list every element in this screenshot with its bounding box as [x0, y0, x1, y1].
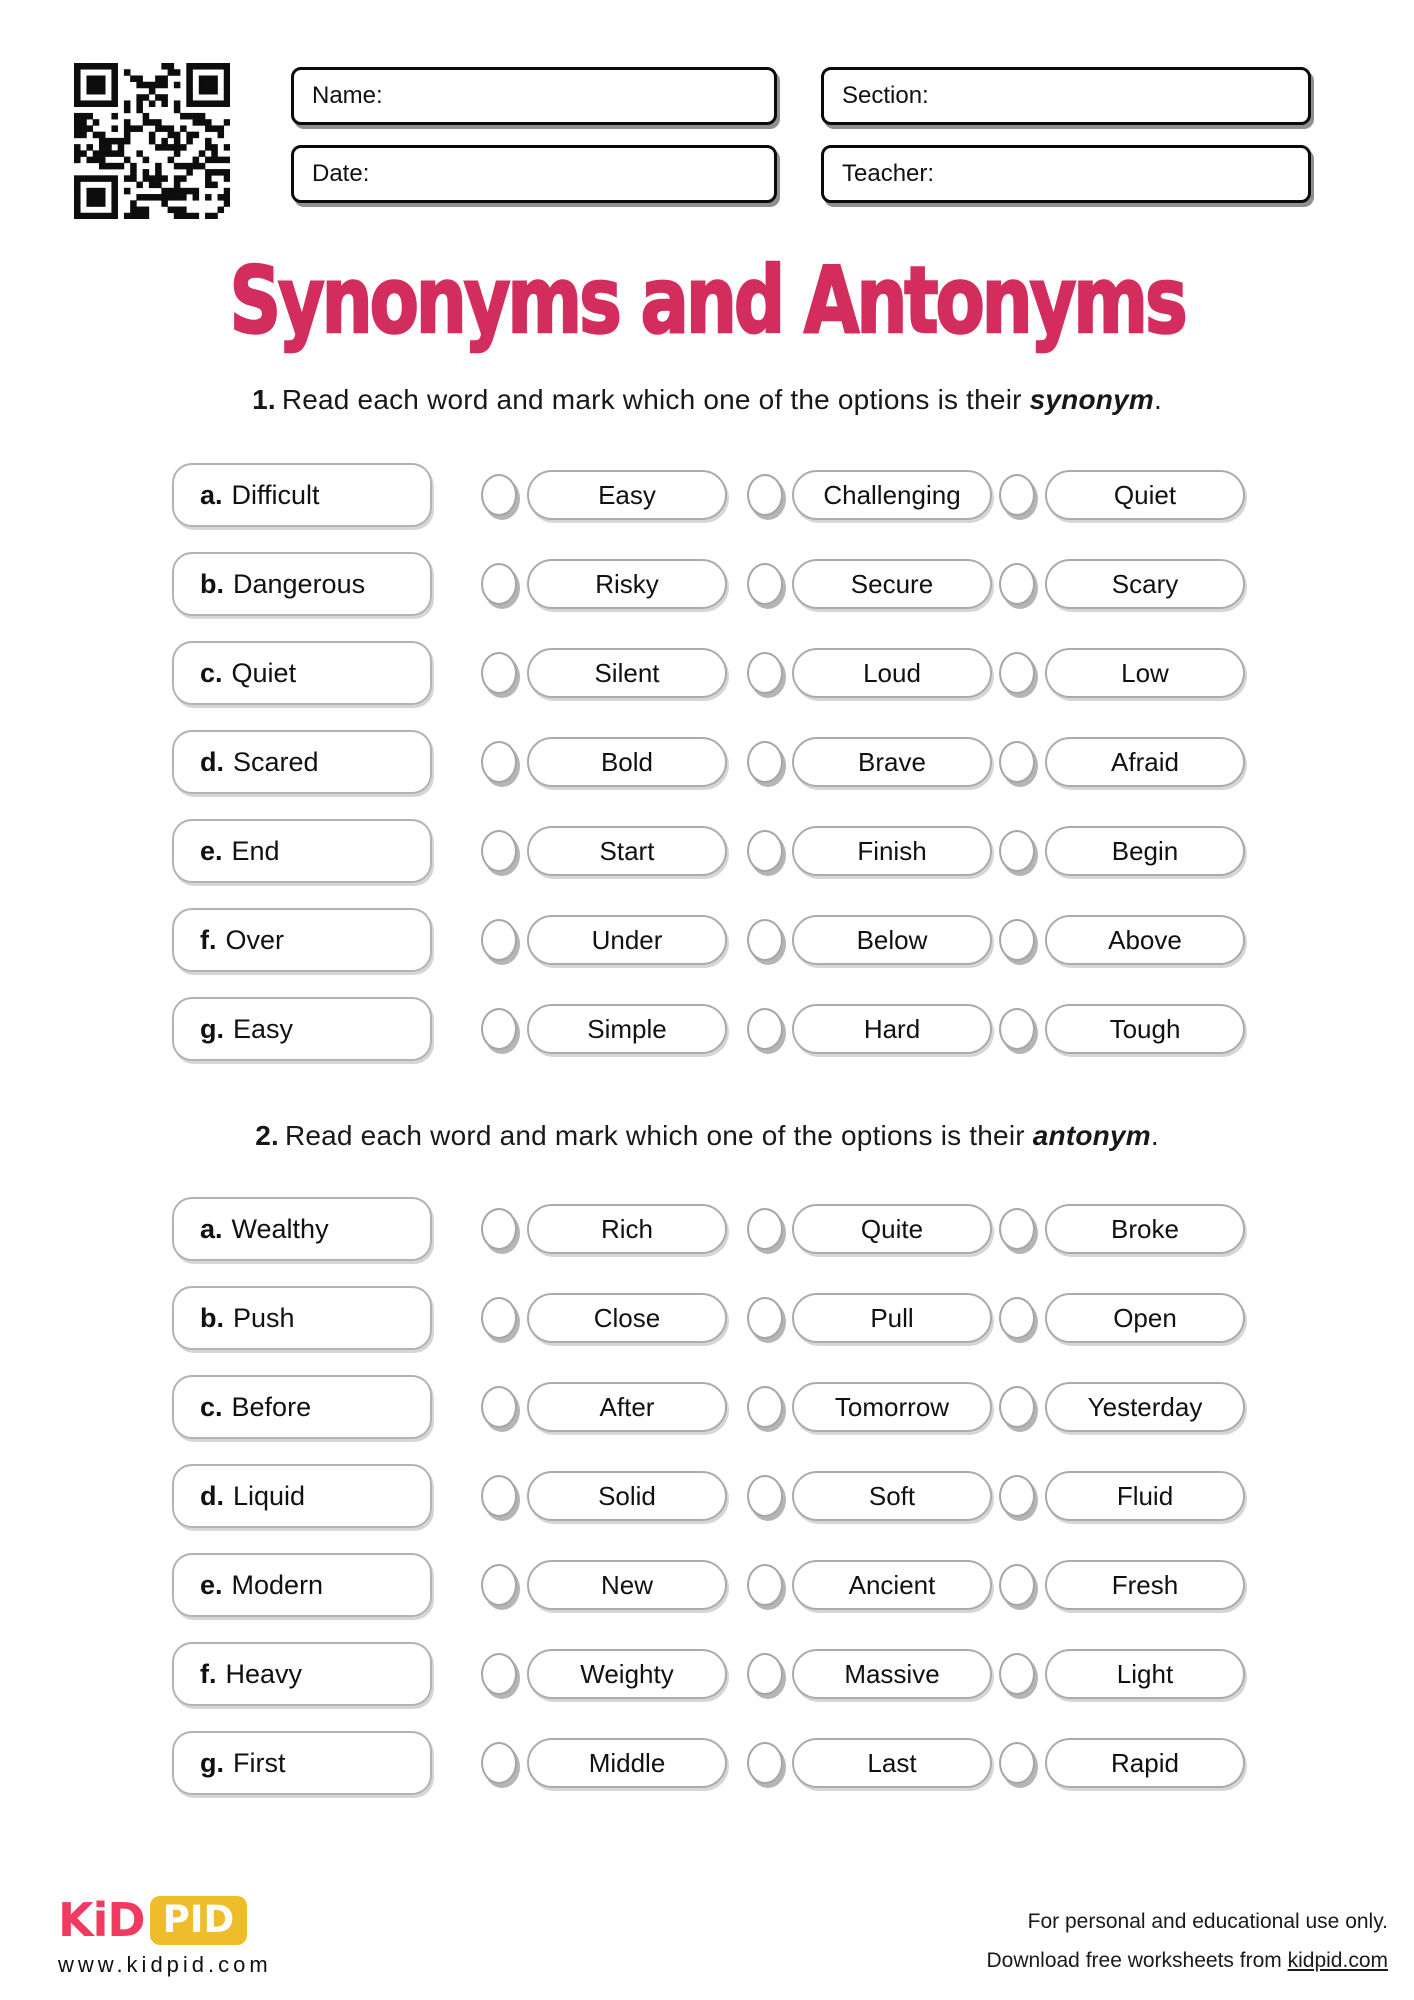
row-word: Modern: [231, 1569, 324, 1600]
option-pill-1[interactable]: After: [527, 1382, 727, 1432]
radio-option-2[interactable]: [747, 1386, 783, 1428]
radio-option-3[interactable]: [999, 563, 1035, 605]
footer-note: [986, 1903, 1388, 1981]
word-box: [172, 1731, 432, 1795]
footer-kidpid-link[interactable]: kidpid.com: [1287, 1948, 1388, 1972]
row-word: Difficult: [231, 479, 320, 510]
section2-instruction: [0, 1120, 1414, 1152]
section2-number: 2.: [255, 1120, 279, 1151]
row-word: Before: [231, 1391, 312, 1422]
radio-option-2[interactable]: [747, 919, 783, 961]
word-box: [172, 1464, 432, 1528]
radio-option-3[interactable]: [999, 1297, 1035, 1339]
radio-option-2[interactable]: [747, 741, 783, 783]
worksheet-row: [0, 552, 1414, 616]
option-pill-2[interactable]: Massive: [792, 1649, 992, 1699]
radio-option-2[interactable]: [747, 1208, 783, 1250]
option-pill-3[interactable]: Scary: [1045, 559, 1245, 609]
option-pill-2[interactable]: Tomorrow: [792, 1382, 992, 1432]
row-word: Heavy: [225, 1658, 303, 1689]
option-pill-2[interactable]: Quite: [792, 1204, 992, 1254]
option-pill-1[interactable]: Solid: [527, 1471, 727, 1521]
section1-keyword: synonym: [1029, 384, 1154, 415]
worksheet-row: [0, 1642, 1414, 1706]
worksheet-row: [0, 1286, 1414, 1350]
radio-option-3[interactable]: [999, 1208, 1035, 1250]
option-pill-1[interactable]: Silent: [527, 648, 727, 698]
option-pill-3[interactable]: Rapid: [1045, 1738, 1245, 1788]
section2-rows: [0, 1197, 1414, 1820]
option-pill-3[interactable]: Broke: [1045, 1204, 1245, 1254]
option-pill-3[interactable]: Fluid: [1045, 1471, 1245, 1521]
worksheet-row: [0, 1375, 1414, 1439]
worksheet-row: [0, 1553, 1414, 1617]
radio-option-1[interactable]: [481, 474, 517, 516]
option-pill-1[interactable]: Weighty: [527, 1649, 727, 1699]
logo-kid-text: KiD: [58, 1893, 145, 1947]
radio-option-2[interactable]: [747, 830, 783, 872]
radio-option-3[interactable]: [999, 1653, 1035, 1695]
option-pill-2[interactable]: Soft: [792, 1471, 992, 1521]
row-letter: c.: [200, 1391, 223, 1422]
row-word: Dangerous: [233, 568, 366, 599]
section2-period: .: [1150, 1120, 1159, 1151]
name-field-box[interactable]: [291, 67, 777, 125]
radio-option-2[interactable]: [747, 474, 783, 516]
row-letter: c.: [200, 657, 223, 688]
option-pill-2[interactable]: Ancient: [792, 1560, 992, 1610]
radio-option-1[interactable]: [481, 830, 517, 872]
radio-option-2[interactable]: [747, 1742, 783, 1784]
section-field-label: Section:: [842, 82, 929, 109]
row-letter: f.: [200, 1658, 217, 1689]
word-box: [172, 730, 432, 794]
option-pill-3[interactable]: Open: [1045, 1293, 1245, 1343]
radio-option-2[interactable]: [747, 1564, 783, 1606]
option-pill-1[interactable]: Under: [527, 915, 727, 965]
row-letter: d.: [200, 1480, 224, 1511]
radio-option-2[interactable]: [747, 652, 783, 694]
radio-option-1[interactable]: [481, 741, 517, 783]
radio-option-3[interactable]: [999, 1475, 1035, 1517]
section1-instruction-text: Read each word and mark which one of the options is their: [281, 384, 1030, 415]
radio-option-1[interactable]: [481, 1297, 517, 1339]
radio-option-3[interactable]: [999, 1742, 1035, 1784]
radio-option-2[interactable]: [747, 1475, 783, 1517]
radio-option-2[interactable]: [747, 1653, 783, 1695]
row-letter: g.: [200, 1013, 224, 1044]
worksheet-row: [0, 819, 1414, 883]
section1-instruction: [0, 384, 1414, 416]
radio-option-1[interactable]: [481, 1653, 517, 1695]
option-pill-2[interactable]: Challenging: [792, 470, 992, 520]
option-pill-3[interactable]: Light: [1045, 1649, 1245, 1699]
worksheet-row: [0, 1464, 1414, 1528]
option-pill-2[interactable]: Loud: [792, 648, 992, 698]
radio-option-1[interactable]: [481, 1742, 517, 1784]
row-letter: a.: [200, 479, 223, 510]
option-pill-3[interactable]: Low: [1045, 648, 1245, 698]
radio-option-3[interactable]: [999, 919, 1035, 961]
radio-option-1[interactable]: [481, 652, 517, 694]
word-box: [172, 1553, 432, 1617]
radio-option-1[interactable]: [481, 563, 517, 605]
row-letter: e.: [200, 1569, 223, 1600]
row-letter: e.: [200, 835, 223, 866]
radio-option-1[interactable]: [481, 1386, 517, 1428]
word-box: [172, 1286, 432, 1350]
radio-option-3[interactable]: [999, 474, 1035, 516]
page-title: Synonyms and Antonyms: [229, 247, 1185, 354]
radio-option-1[interactable]: [481, 1208, 517, 1250]
word-box: [172, 641, 432, 705]
option-pill-2[interactable]: Hard: [792, 1004, 992, 1054]
word-box: [172, 1375, 432, 1439]
worksheet-row: [0, 463, 1414, 527]
option-pill-3[interactable]: Quiet: [1045, 470, 1245, 520]
option-pill-2[interactable]: Brave: [792, 737, 992, 787]
option-pill-1[interactable]: Easy: [527, 470, 727, 520]
radio-option-3[interactable]: [999, 830, 1035, 872]
option-pill-1[interactable]: Rich: [527, 1204, 727, 1254]
radio-option-3[interactable]: [999, 652, 1035, 694]
row-word: Push: [233, 1302, 295, 1333]
worksheet-row: [0, 908, 1414, 972]
word-box: [172, 1642, 432, 1706]
option-pill-1[interactable]: Simple: [527, 1004, 727, 1054]
option-pill-3[interactable]: Fresh: [1045, 1560, 1245, 1610]
date-field-label: Date:: [312, 160, 370, 187]
word-box: [172, 819, 432, 883]
option-pill-1[interactable]: Middle: [527, 1738, 727, 1788]
row-word: End: [231, 835, 280, 866]
word-box: [172, 463, 432, 527]
teacher-field-label: Teacher:: [842, 160, 935, 187]
name-field-label: Name:: [312, 82, 383, 109]
option-pill-3[interactable]: Begin: [1045, 826, 1245, 876]
radio-option-3[interactable]: [999, 1008, 1035, 1050]
word-box: [172, 997, 432, 1061]
worksheet-row: [0, 1197, 1414, 1261]
option-pill-3[interactable]: Above: [1045, 915, 1245, 965]
qr-code: [74, 63, 230, 219]
option-pill-2[interactable]: Last: [792, 1738, 992, 1788]
radio-option-1[interactable]: [481, 919, 517, 961]
option-pill-1[interactable]: Close: [527, 1293, 727, 1343]
date-field-box[interactable]: [291, 145, 777, 203]
option-pill-3[interactable]: Afraid: [1045, 737, 1245, 787]
radio-option-3[interactable]: [999, 741, 1035, 783]
radio-option-3[interactable]: [999, 1564, 1035, 1606]
row-letter: b.: [200, 568, 224, 599]
option-pill-2[interactable]: Below: [792, 915, 992, 965]
option-pill-3[interactable]: Yesterday: [1045, 1382, 1245, 1432]
radio-option-1[interactable]: [481, 1564, 517, 1606]
section-field-box[interactable]: [821, 67, 1311, 125]
section1-rows: [0, 463, 1414, 1086]
logo-pid-badge: PID: [150, 1896, 248, 1945]
row-word: Liquid: [233, 1480, 306, 1511]
row-word: Over: [225, 924, 285, 955]
row-letter: a.: [200, 1213, 223, 1244]
option-pill-3[interactable]: Tough: [1045, 1004, 1245, 1054]
row-letter: g.: [200, 1747, 224, 1778]
footer-note-line2: Download free worksheets from: [986, 1948, 1288, 1972]
section1-number: 1.: [252, 384, 276, 415]
radio-option-1[interactable]: [481, 1475, 517, 1517]
option-pill-1[interactable]: Risky: [527, 559, 727, 609]
worksheet-row: [0, 997, 1414, 1061]
section2-keyword: antonym: [1032, 1120, 1151, 1151]
word-box: [172, 552, 432, 616]
section2-instruction-text: Read each word and mark which one of the options is their: [284, 1120, 1033, 1151]
option-pill-2[interactable]: Secure: [792, 559, 992, 609]
website-url: www.kidpid.com: [58, 1952, 272, 1977]
row-letter: d.: [200, 746, 224, 777]
row-word: First: [233, 1747, 286, 1778]
radio-option-2[interactable]: [747, 1008, 783, 1050]
worksheet-row: [0, 641, 1414, 705]
row-word: Easy: [233, 1013, 294, 1044]
word-box: [172, 908, 432, 972]
row-word: Scared: [233, 746, 319, 777]
option-pill-1[interactable]: Bold: [527, 737, 727, 787]
radio-option-2[interactable]: [747, 563, 783, 605]
worksheet-row: [0, 1731, 1414, 1795]
row-word: Wealthy: [231, 1213, 329, 1244]
row-letter: b.: [200, 1302, 224, 1333]
option-pill-1[interactable]: New: [527, 1560, 727, 1610]
worksheet-row: [0, 730, 1414, 794]
row-word: Quiet: [231, 657, 297, 688]
radio-option-2[interactable]: [747, 1297, 783, 1339]
word-box: [172, 1197, 432, 1261]
kidpid-logo: [58, 1893, 247, 1947]
option-pill-2[interactable]: Pull: [792, 1293, 992, 1343]
radio-option-3[interactable]: [999, 1386, 1035, 1428]
option-pill-2[interactable]: Finish: [792, 826, 992, 876]
row-letter: f.: [200, 924, 217, 955]
radio-option-1[interactable]: [481, 1008, 517, 1050]
option-pill-1[interactable]: Start: [527, 826, 727, 876]
teacher-field-box[interactable]: [821, 145, 1311, 203]
footer-note-line1: For personal and educational use only.: [1027, 1910, 1388, 1933]
section1-period: .: [1153, 384, 1162, 415]
